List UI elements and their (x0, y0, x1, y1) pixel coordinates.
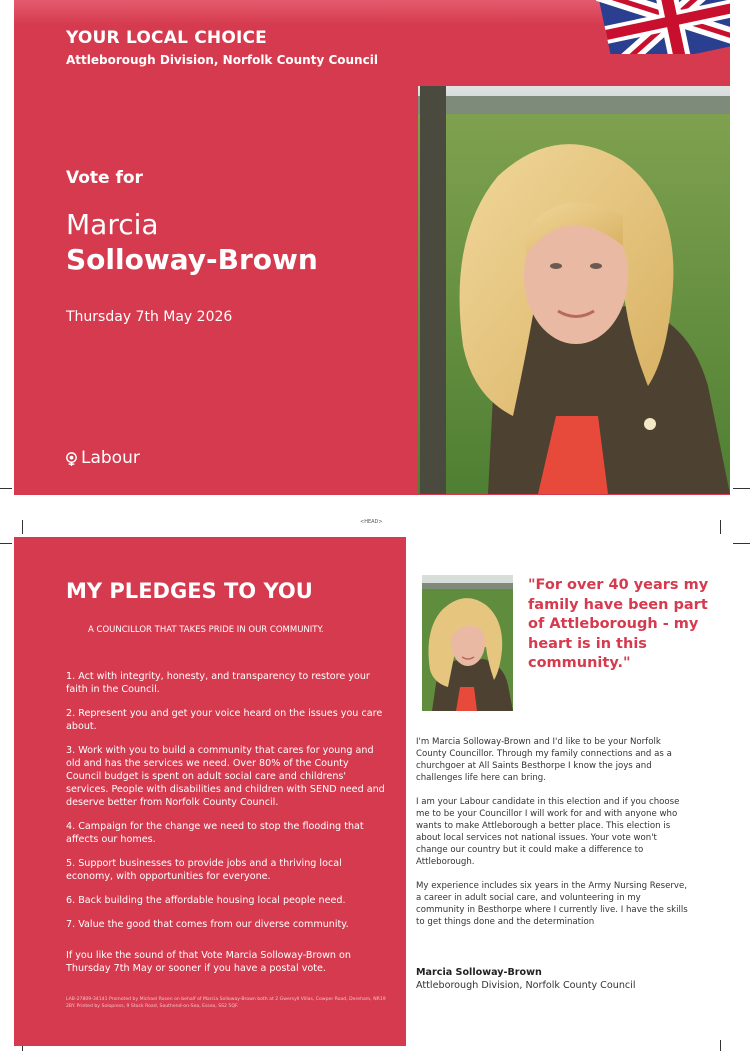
pledge-item: 7. Value the good that comes from our diverse community. (66, 919, 349, 930)
print-head-mark: <HEAD> (360, 519, 383, 525)
pledge-item: 3. Work with you to build a community that cares for young and old and has the services we need. Over 80% of the County Council budget is spent on adult social care and childrens' services. People with disabilities and children with SEND need and deserve better from Norfolk County Council. (66, 745, 385, 808)
labour-logo-text: Labour (81, 448, 140, 468)
crop-mark (0, 543, 12, 544)
crop-mark (733, 488, 750, 489)
crop-mark (22, 520, 23, 534)
candidate-photo-back (422, 575, 513, 711)
pledge-item: 5. Support businesses to provide jobs and a thriving local economy, with opportunities for everyone. (66, 858, 342, 882)
header-title: YOUR LOCAL CHOICE (66, 28, 268, 48)
candidate-first-name: Marcia (66, 208, 159, 241)
pledge-item: 1. Act with integrity, honesty, and transparency to restore your faith in the Council. (66, 671, 370, 695)
signature-title: Attleborough Division, Norfolk County Council (416, 980, 636, 991)
pledges-list (66, 670, 386, 942)
pledges-closing: If you like the sound of that Vote Marcia Solloway-Brown on Thursday 7th May or sooner if you have a postal vote. (66, 950, 352, 974)
bio-paragraph: My experience includes six years in the Army Nursing Reserve, a career in adult social care, and volunteering in my community in Besthorpe where I currently live. I have the skills to get things done and the determination (416, 881, 688, 927)
candidate-last-name: Solloway-Brown (66, 243, 318, 276)
candidate-quote: "For over 40 years my family have been part of Attleborough - my heart is in this community." (528, 577, 709, 672)
signature-name: Marcia Solloway-Brown (416, 967, 542, 978)
crop-mark (733, 543, 750, 544)
candidate-bio (416, 736, 688, 940)
pledges-title: MY PLEDGES TO YOU (66, 579, 313, 603)
pledge-item: 6. Back building the affordable housing local people need. (66, 895, 346, 906)
header-subtitle: Attleborough Division, Norfolk County Council (66, 53, 378, 67)
pledges-subtitle: A COUNCILLOR THAT TAKES PRIDE IN OUR COMMUNITY. (88, 625, 324, 635)
crop-mark (0, 488, 12, 489)
union-flag-icon (596, 0, 730, 54)
vote-for-label: Vote for (66, 168, 143, 188)
bio-paragraph: I'm Marcia Solloway-Brown and I'd like to be your Norfolk County Councillor. Through my family connections and as a churchgoer at All Saints Besthorpe I know the joys and challenges life here can bring. (416, 737, 672, 783)
candidate-photo-front (418, 86, 730, 494)
bio-paragraph: I am your Labour candidate in this election and if you choose me to be your Councillor I will work for and with anyone who wants to make Attleborough a better place. This election is about local services not national issues. Your vote won't change our country but it could make a difference to Attleborough. (416, 797, 680, 867)
crop-mark (720, 1040, 721, 1051)
crop-mark (720, 520, 721, 534)
pledge-item: 4. Campaign for the change we need to stop the flooding that affects our homes. (66, 821, 364, 845)
election-date: Thursday 7th May 2026 (66, 309, 233, 325)
labour-rose-icon (64, 451, 79, 466)
pledge-item: 2. Represent you and get your voice heard on the issues you care about. (66, 708, 383, 732)
labour-logo (64, 448, 140, 468)
imprint-text: LAB-27809-34141 Promoted by Michael Rosen on behalf of Marcia Solloway-Brown both at 2 Gwersyll Villas, Cowper Road, Dereham, NR19 2BY. Printed by Solopress, 9 Stock Road, Southend-on-Sea, Essex, SS2 5QF. (66, 997, 386, 1009)
